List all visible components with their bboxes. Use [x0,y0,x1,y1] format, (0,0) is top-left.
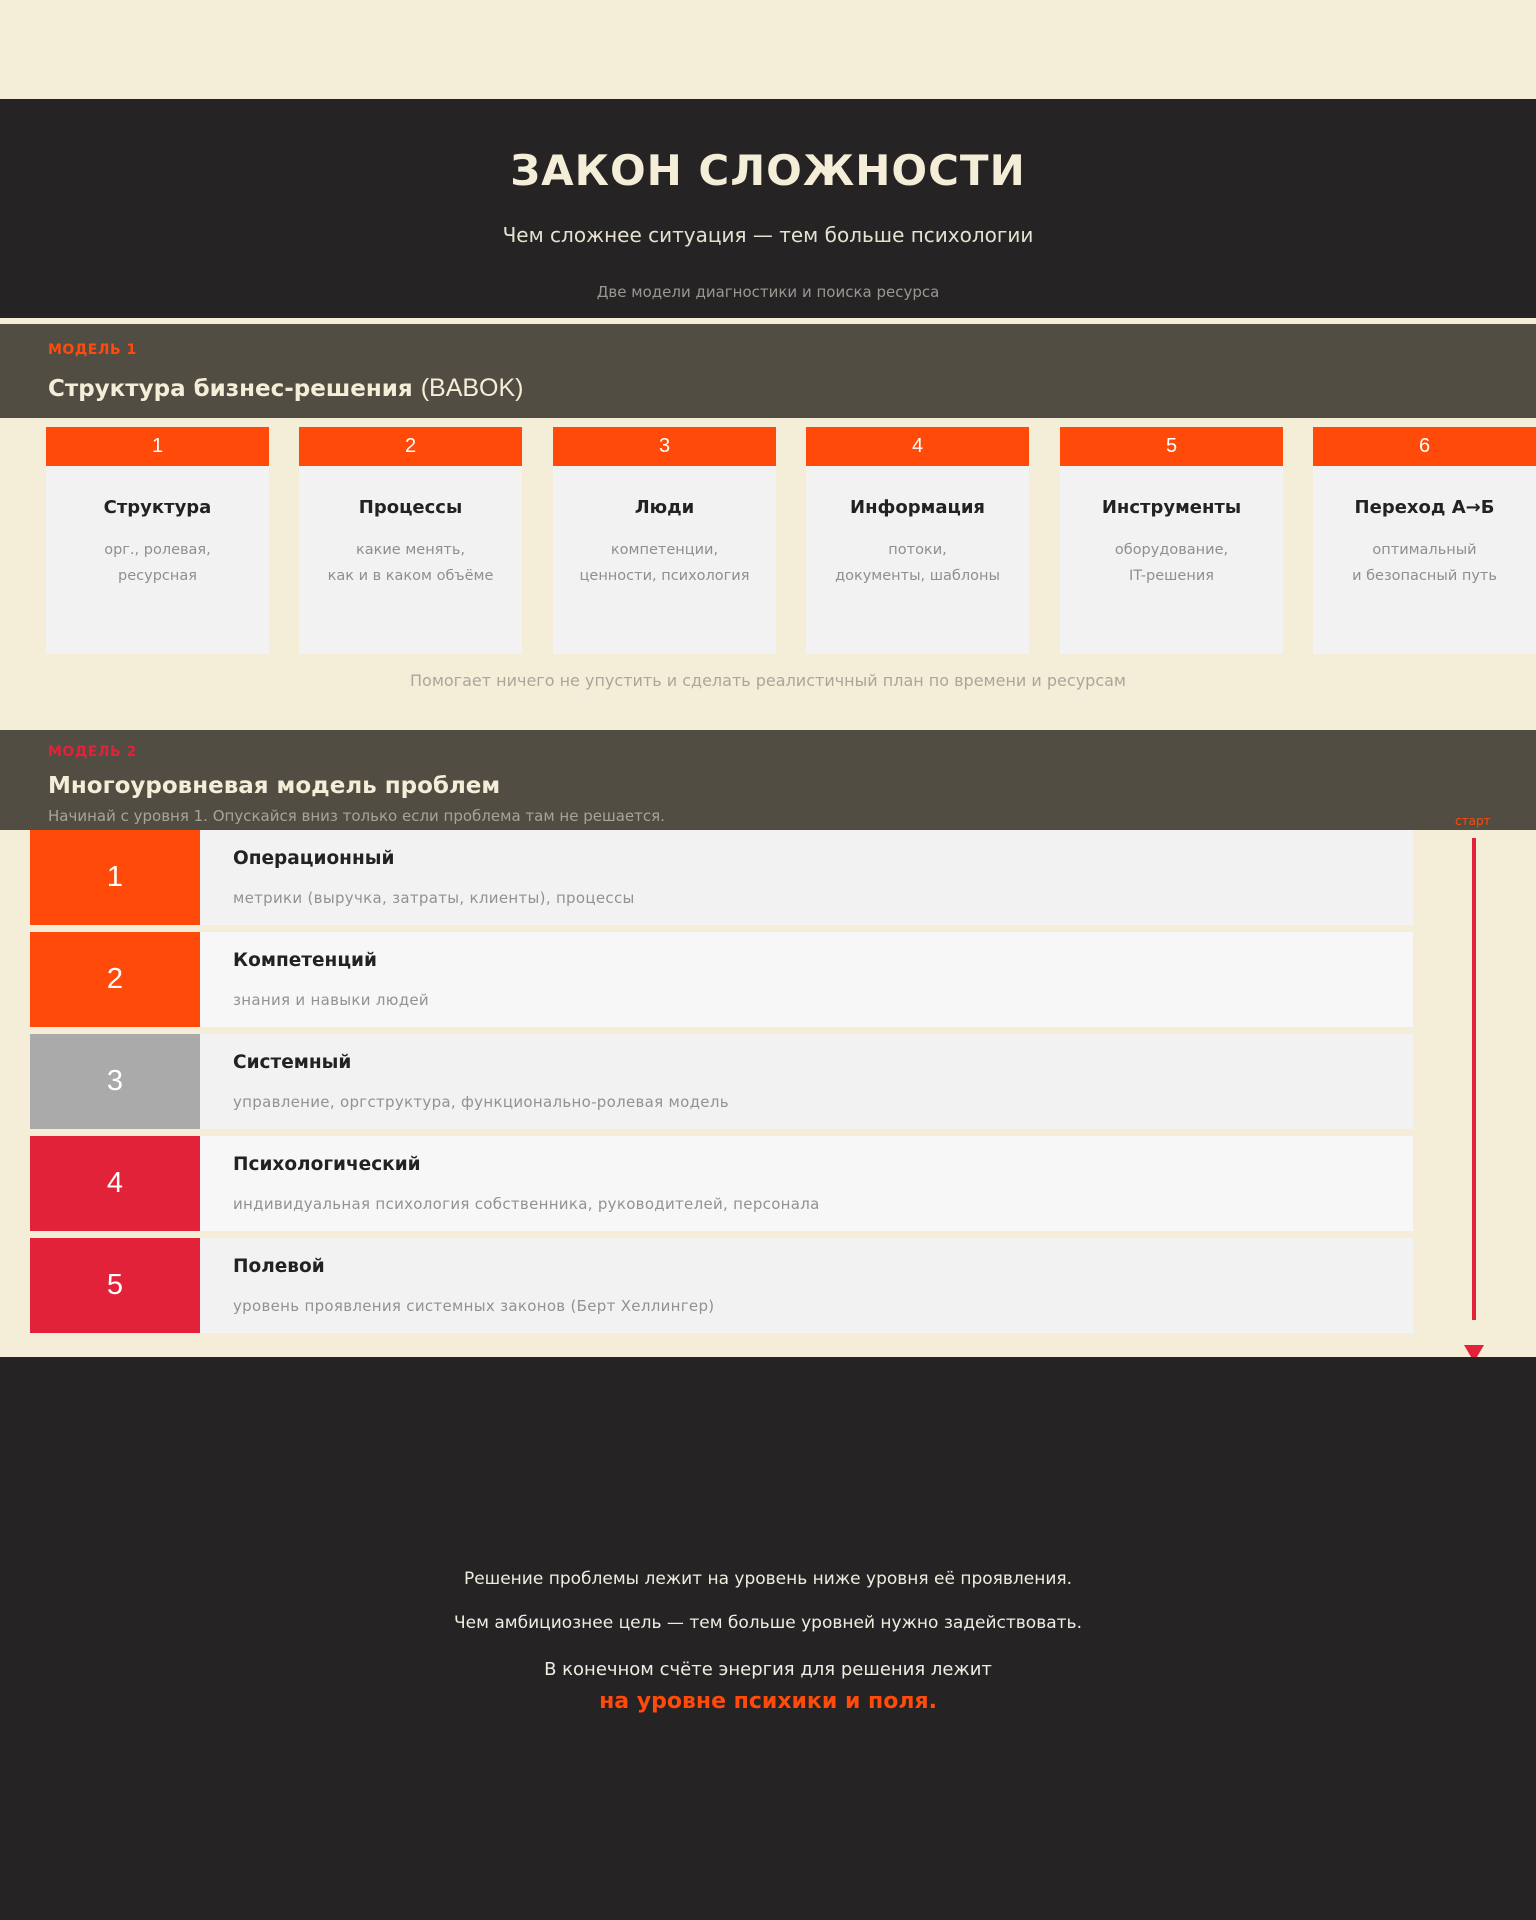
level-description: метрики (выручка, затраты, клиенты), процессы [233,889,635,907]
card-text-line: документы, шаблоны [835,568,1000,584]
card-text [1060,537,1283,589]
card-text-line: IT-решения [1129,568,1214,584]
conclusion-line-2: Чем амбициознее цель — тем больше уровней нужно задействовать. [454,1613,1082,1633]
card-title: Структура [103,497,212,518]
card-text-line: потоки, [888,542,947,558]
level-title: Компетенций [233,950,377,971]
level-description: индивидуальная психология собственника, руководителей, персонала [233,1195,820,1213]
model1-header [0,324,1536,418]
card-text [46,537,269,589]
card-title: Переход А→Б [1354,497,1495,518]
level-description: управление, оргструктура, функционально-ролевая модель [233,1093,729,1111]
card-text [299,537,522,589]
card-text-line: компетенции, [610,542,719,558]
hero-section [0,99,1536,318]
page-title: ЗАКОН СЛОЖНОСТИ [510,146,1026,195]
card-number: 3 [553,427,776,466]
level-number: 5 [30,1238,200,1333]
level-title: Операционный [233,848,395,869]
card-text [553,537,776,589]
level-row-competence [30,932,1413,1027]
level-title: Психологический [233,1154,421,1175]
card-title: Информация [850,497,985,518]
card-number: 6 [1313,427,1536,466]
hero-note: Две модели диагностики и поиска ресурса [596,283,940,301]
conclusion-accent: на уровне психики и поля. [599,1689,937,1714]
descent-arrow-line [1472,838,1476,1320]
card-text-line: орг., ролевая, [104,542,211,558]
level-description: уровень проявления системных законов (Берт Хеллингер) [233,1297,715,1315]
model1-title [48,374,523,403]
level-row-psychological [30,1136,1413,1231]
level-number: 4 [30,1136,200,1231]
card-text-line: и безопасный путь [1352,568,1497,584]
conclusion-line-3: В конечном счёте энергия для решения лежит [544,1659,992,1680]
card-text-line: оптимальный [1372,542,1477,558]
card-number: 2 [299,427,522,466]
card-title: Люди [634,497,695,518]
model2-title: Многоуровневая модель проблем [48,773,501,799]
hero-subtitle: Чем сложнее ситуация — тем больше психологии [502,223,1034,247]
conclusion-line-1: Решение проблемы лежит на уровень ниже уровня её проявления. [463,1569,1073,1589]
card-text [1313,537,1536,589]
level-number: 1 [30,830,200,925]
card-number: 4 [806,427,1029,466]
level-row-systemic [30,1034,1413,1129]
model1-title-paren: (BABOK) [420,374,524,402]
card-number: 1 [46,427,269,466]
babok-card-tools [1060,427,1283,654]
level-title: Системный [233,1052,352,1073]
card-text [806,537,1029,589]
babok-card-structure [46,427,269,654]
model2-header [0,730,1536,830]
card-title: Инструменты [1101,497,1242,518]
card-text-line: какие менять, [355,542,466,558]
card-text-line: оборудование, [1114,542,1229,558]
level-title: Полевой [233,1256,325,1277]
card-number: 5 [1060,427,1283,466]
babok-card-processes [299,427,522,654]
level-row-operational [30,830,1413,925]
level-number: 3 [30,1034,200,1129]
conclusion-section [0,1357,1536,1920]
card-text-line: как и в каком объёме [327,568,494,584]
level-row-field [30,1238,1413,1333]
model2-kicker: МОДЕЛЬ 2 [48,744,137,760]
model1-title-text: Структура бизнес-решения [48,376,413,402]
babok-card-information [806,427,1029,654]
level-description: знания и навыки людей [233,991,429,1009]
card-text-line: ресурсная [118,568,197,584]
card-text-line: ценности, психология [579,568,750,584]
model1-kicker: МОДЕЛЬ 1 [48,342,137,358]
level-number: 2 [30,932,200,1027]
model2-description: Начинай с уровня 1. Опускайся вниз только если проблема там не решается. [48,807,665,825]
babok-card-people [553,427,776,654]
start-label: старт [1455,814,1491,828]
card-title: Процессы [358,497,463,518]
model1-footnote: Помогает ничего не упустить и сделать реалистичный план по времени и ресурсам [410,671,1126,690]
babok-card-transition [1313,427,1536,654]
